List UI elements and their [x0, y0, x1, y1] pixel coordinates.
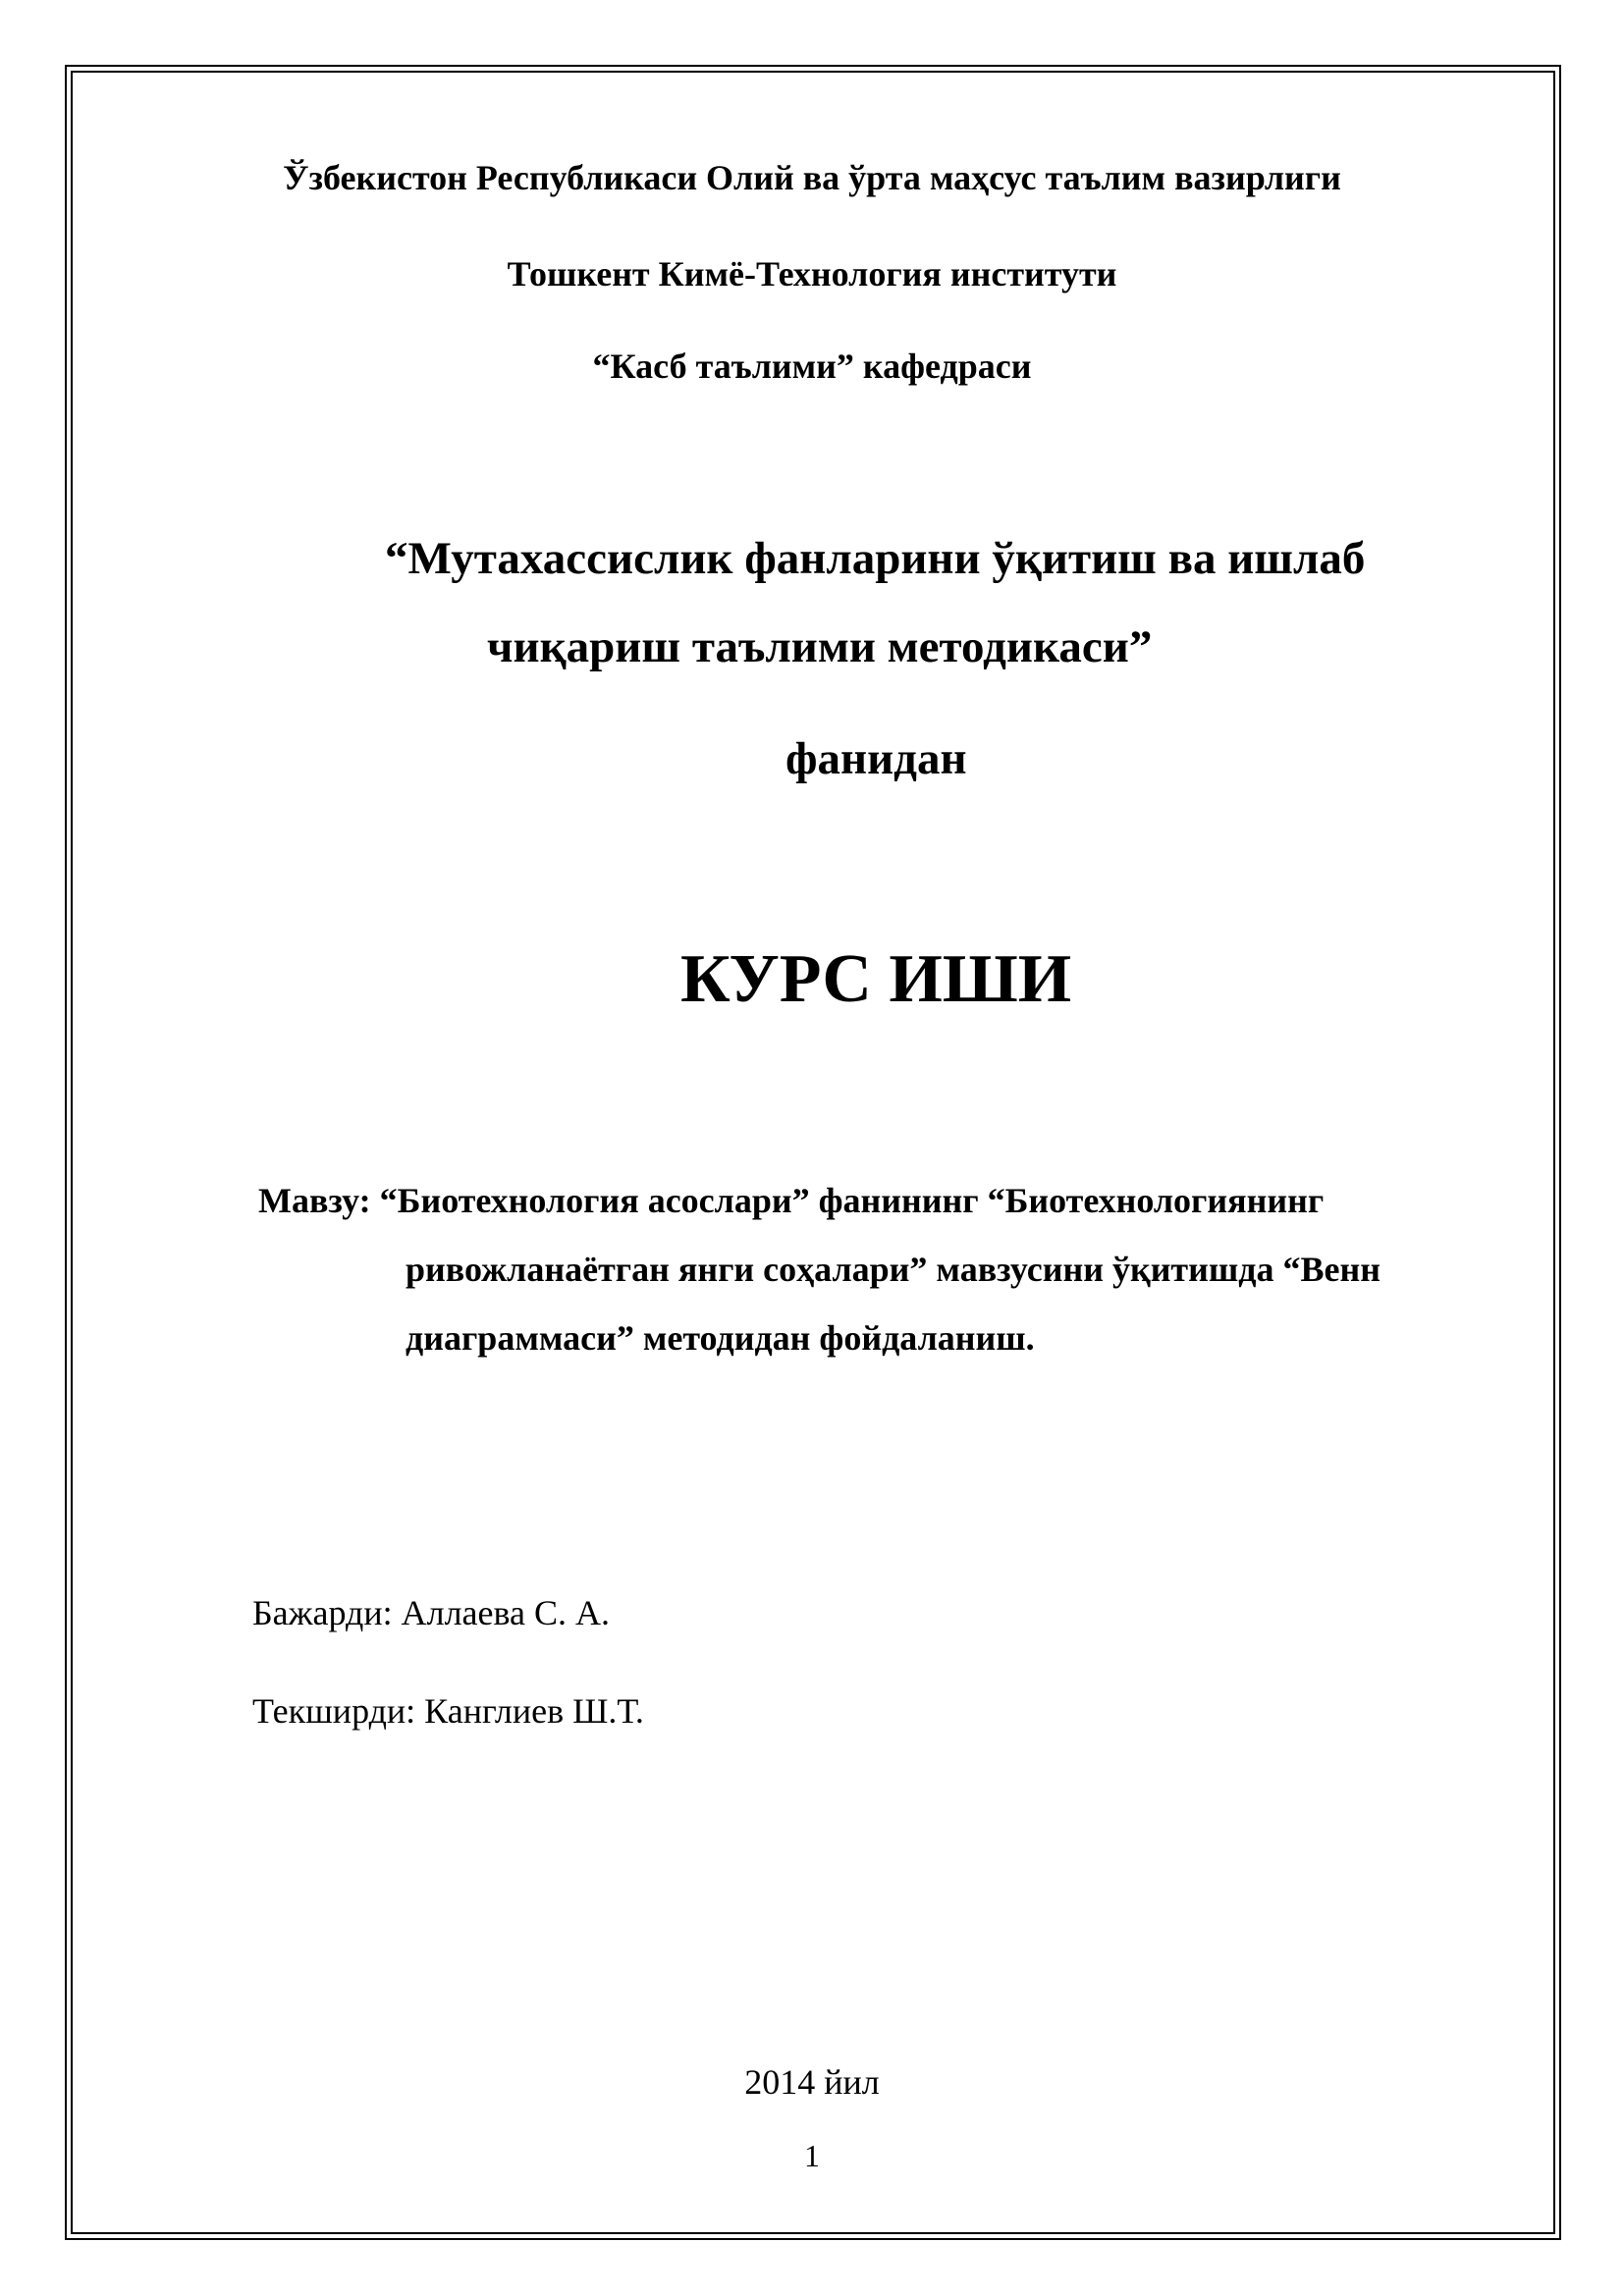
topic-line1	[258, 1180, 1324, 1221]
executed-by: Бажарди: Аллаева С. А.	[252, 1593, 611, 1632]
page-border-inner	[71, 71, 1555, 2234]
topic-line3: диаграммаси” методидан фойдаланиш.	[406, 1318, 1035, 1358]
institute-heading: Тошкент Кимё-Технология институти	[507, 254, 1117, 294]
page-number: 1	[804, 2138, 820, 2173]
topic-label: Мавзу:	[258, 1181, 371, 1220]
subject-title-line1: “Мутахассислик фанларини ўқитиш ва ишлаб	[385, 533, 1366, 584]
topic-text-line1: “Биотехнология асослари” фанининг “Биотехнологиянинг	[379, 1181, 1325, 1220]
course-work-title: КУРС ИШИ	[680, 941, 1072, 1017]
subject-suffix: фанидан	[785, 733, 967, 784]
topic-line2: ривожланаётган янги соҳалари” мавзусини ўқитишда “Венн	[406, 1250, 1380, 1289]
subject-title-line2: чиқариш таълими методикаси”	[487, 621, 1153, 672]
ministry-heading: Ўзбекистон Республикаси Олий ва ўрта маҳсус таълим вазирлиги	[283, 158, 1341, 197]
checked-by: Текширди: Канглиев Ш.Т.	[252, 1691, 644, 1731]
year: 2014 йил	[744, 2062, 880, 2102]
department-heading: “Касб таълими” кафедраси	[592, 347, 1032, 386]
